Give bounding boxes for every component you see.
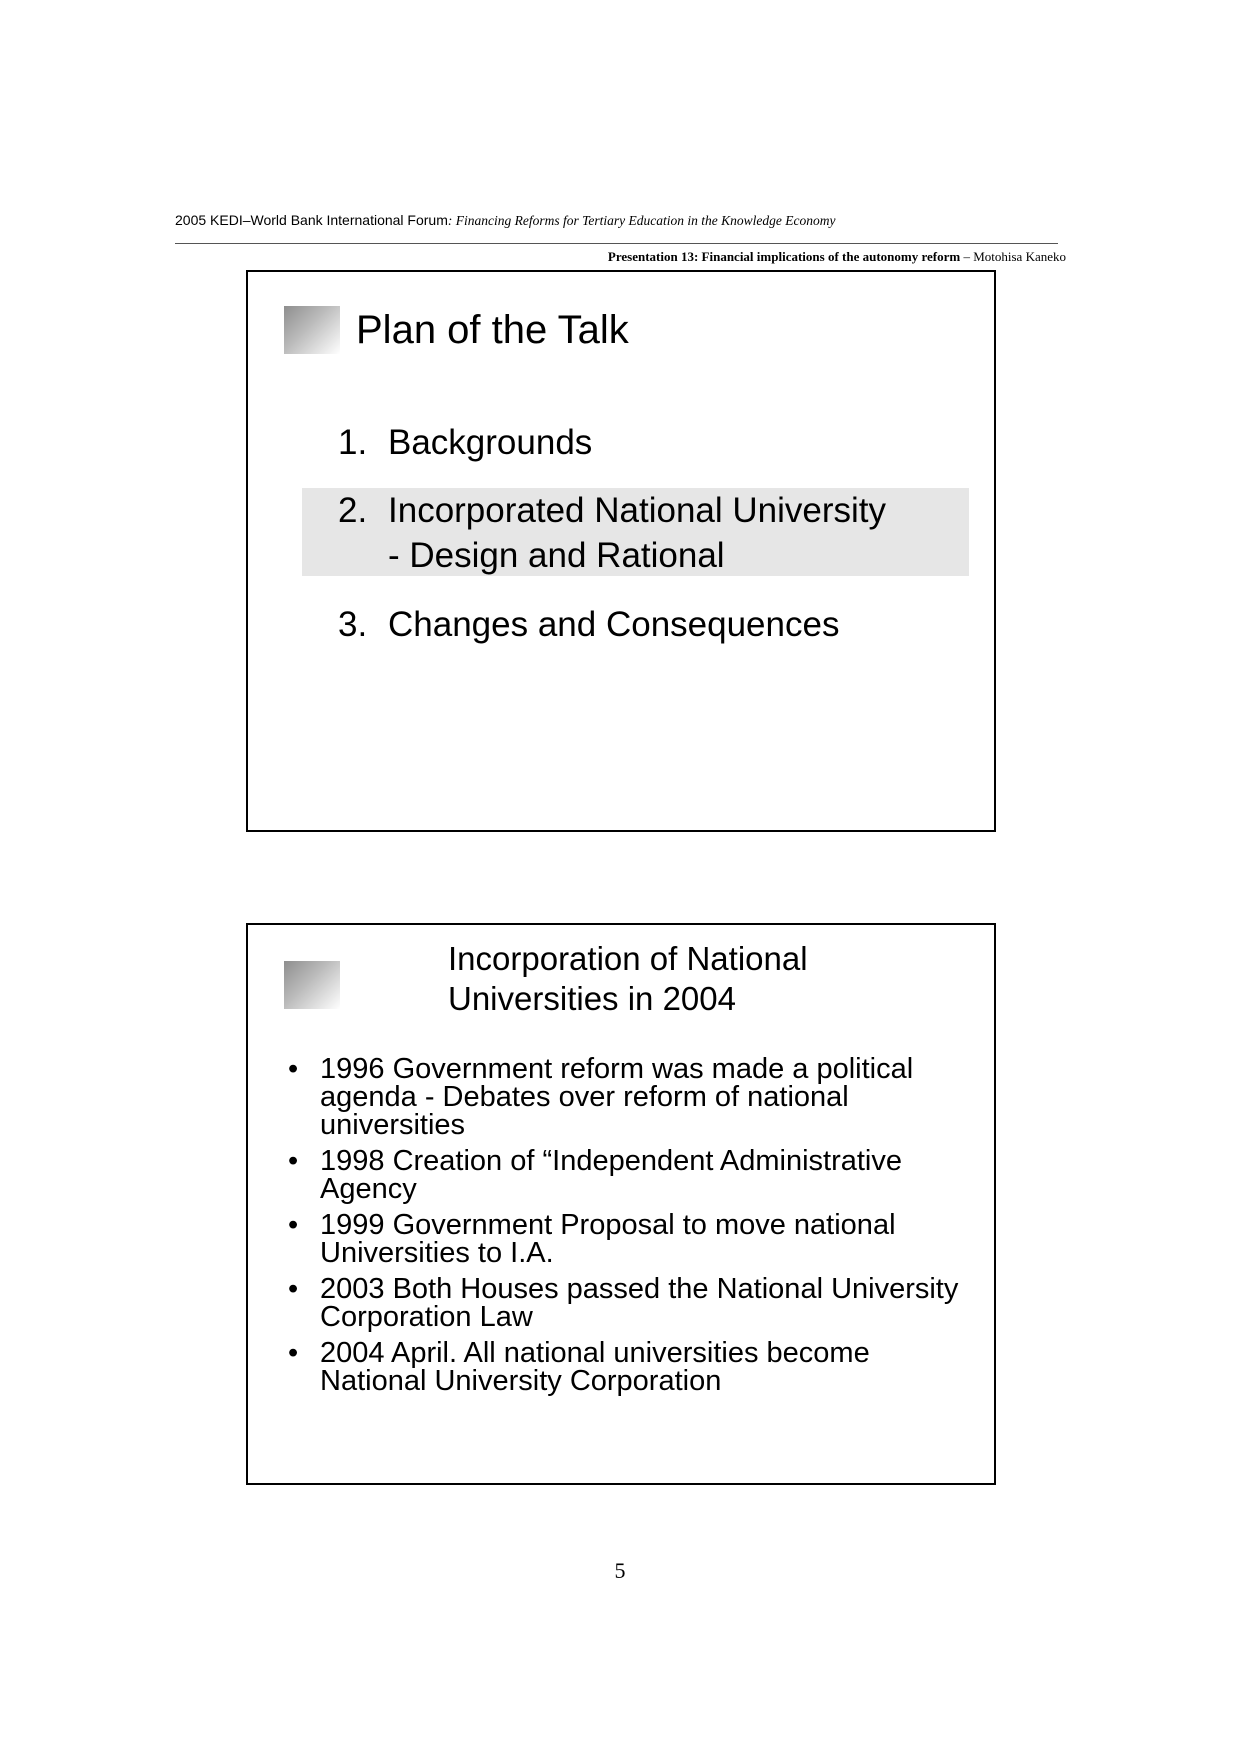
list-item bbox=[288, 1339, 968, 1395]
bullet-dot-icon: • bbox=[288, 1337, 299, 1369]
list-item-text: 1998 Creation of “Independent Administrative Agency bbox=[320, 1145, 902, 1205]
agenda-subtext: - Design and Rational bbox=[388, 536, 725, 575]
agenda-list bbox=[248, 272, 994, 830]
agenda-number: 2. bbox=[338, 491, 368, 530]
agenda-item bbox=[302, 420, 969, 465]
page-number: 5 bbox=[614, 1558, 626, 1583]
conference-subtitle: : Financing Reforms for Tertiary Education in the Knowledge Economy bbox=[447, 213, 836, 228]
agenda-text: Changes and Consequences bbox=[388, 605, 840, 644]
slide-plan-of-talk bbox=[246, 270, 996, 832]
bullet-dot-icon: • bbox=[288, 1145, 299, 1177]
list-item bbox=[288, 1147, 968, 1203]
slide-incorporation bbox=[246, 923, 996, 1485]
presentation-author: – Motohisa Kaneko bbox=[960, 249, 1066, 264]
list-item-text: 2003 Both Houses passed the National University Corporation Law bbox=[320, 1273, 959, 1333]
header-divider bbox=[175, 243, 1058, 244]
list-item-text: 1999 Government Proposal to move national Universities to I.A. bbox=[320, 1209, 896, 1269]
slide-title-square-icon bbox=[284, 961, 340, 1009]
list-item bbox=[288, 1211, 968, 1267]
list-item bbox=[288, 1055, 968, 1139]
agenda-text: Backgrounds bbox=[388, 423, 593, 462]
slide-title-line: Universities in 2004 bbox=[448, 980, 736, 1017]
slide-title bbox=[448, 939, 808, 1019]
bullet-dot-icon: • bbox=[288, 1053, 299, 1085]
conference-name: 2005 KEDI–World Bank International Forum bbox=[175, 212, 448, 228]
timeline-bullet-list bbox=[288, 1055, 968, 1403]
agenda-number: 1. bbox=[338, 423, 368, 462]
agenda-item bbox=[302, 602, 969, 647]
slide-title: Plan of the Talk bbox=[356, 308, 629, 352]
agenda-number: 3. bbox=[338, 605, 368, 644]
bullet-dot-icon: • bbox=[288, 1209, 299, 1241]
list-item-text: 2004 April. All national universities become National University Corporation bbox=[320, 1337, 870, 1397]
slide-title-line: Incorporation of National bbox=[448, 940, 808, 977]
list-item-text: 1996 Government reform was made a political agenda - Debates over reform of national universities bbox=[320, 1053, 914, 1141]
bullet-dot-icon: • bbox=[288, 1273, 299, 1305]
presentation-header bbox=[608, 249, 1066, 265]
list-item bbox=[288, 1275, 968, 1331]
presentation-title: Presentation 13: Financial implications of the autonomy reform bbox=[607, 249, 961, 264]
agenda-item-highlighted bbox=[302, 488, 969, 576]
running-header bbox=[175, 212, 835, 229]
agenda-text: Incorporated National University bbox=[388, 491, 887, 530]
